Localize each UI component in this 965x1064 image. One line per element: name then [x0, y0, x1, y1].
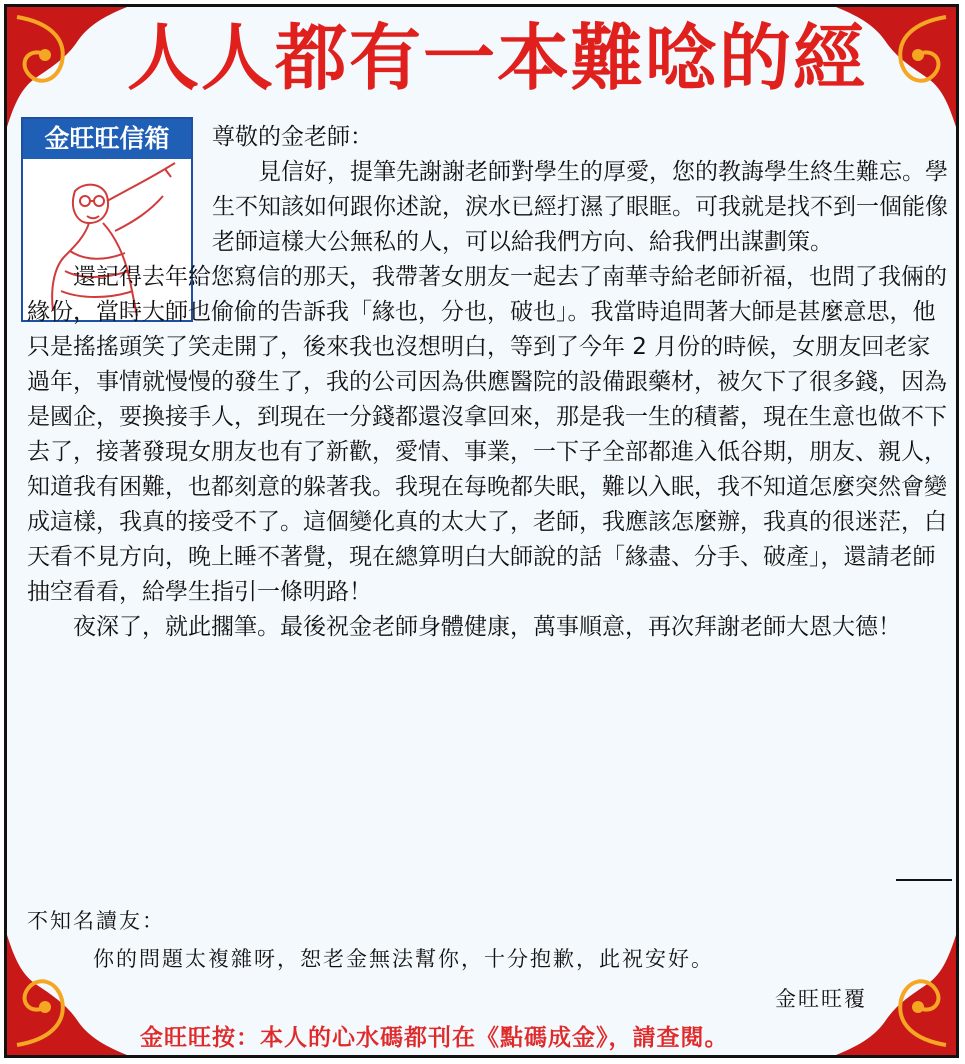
letter-body [27, 120, 952, 645]
separator-dash [896, 879, 952, 881]
reply-signature: 金旺旺覆 [775, 987, 867, 1011]
mailbox-label: 金旺旺信箱 [23, 119, 191, 159]
corner-ornament-top-left [7, 7, 127, 127]
letter-paragraph: 夜深了，就此擱筆。最後祝金老師身體健康，萬事順意，再次拜謝老師大恩大德！ [73, 614, 901, 640]
column-frame [4, 4, 959, 1058]
reply-body: 你的問題太複雜呀，恕老金無法幫你，十分抱歉，此祝安好。 [93, 947, 714, 971]
page-title: 人人都有一本難唸的經 [127, 15, 868, 100]
letter-greeting: 尊敬的金老師： [212, 124, 373, 150]
letter-paragraph: 見信好，提筆先謝謝老師對學生的厚愛，您的教誨學生終生難忘。學生不知該如何跟你述說，淚水已經打濕了眼眶。可我就是找不到一個能像老師這樣大公無私的人，可以給我們方向、給我們出謀劃策。 [212, 159, 948, 255]
reply-salutation: 不知名讀友： [27, 909, 165, 933]
letter-paragraph: 還記得去年給您寫信的那天，我帶著女朋友一起去了南華寺給老師祈福，也問了我倆的緣份，當時大師也偷偷的告訴我「緣也，分也，破也」。我當時追問著大師是甚麼意思，他只是搖搖頭笑了笑走開了，後來我也沒想明白，等到了今年 2 月份的時候，女朋友回老家過年，事情就慢慢的發生了，我的公司因為供應醫院的設備跟藥材，被欠下了很多錢，因為是國企，要換接手人，到現在一分錢都還沒拿回來，那是我一生的積蓄，現在生意也做不下去了，接著發現女朋友也有了新歡，愛情、事業，一下子全部都進入低谷期，朋友、親人，知道我有困難，也都刻意的躲著我。我現在每晚都失眠，難以入眠，我不知道怎麼突然會變成這樣，我真的接受不了。這個變化真的太大了，老師，我應該怎麼辦，我真的很迷茫，白天看不見方向，晚上睡不著覺，現在總算明白大師說的話「緣盡、分手、破產」，還請老師抽空看看，給學生指引一條明路！ [27, 264, 947, 605]
footer-note: 金旺旺按：本人的心水碼都刊在《點碼成金》，請查閱。 [140, 1025, 729, 1051]
